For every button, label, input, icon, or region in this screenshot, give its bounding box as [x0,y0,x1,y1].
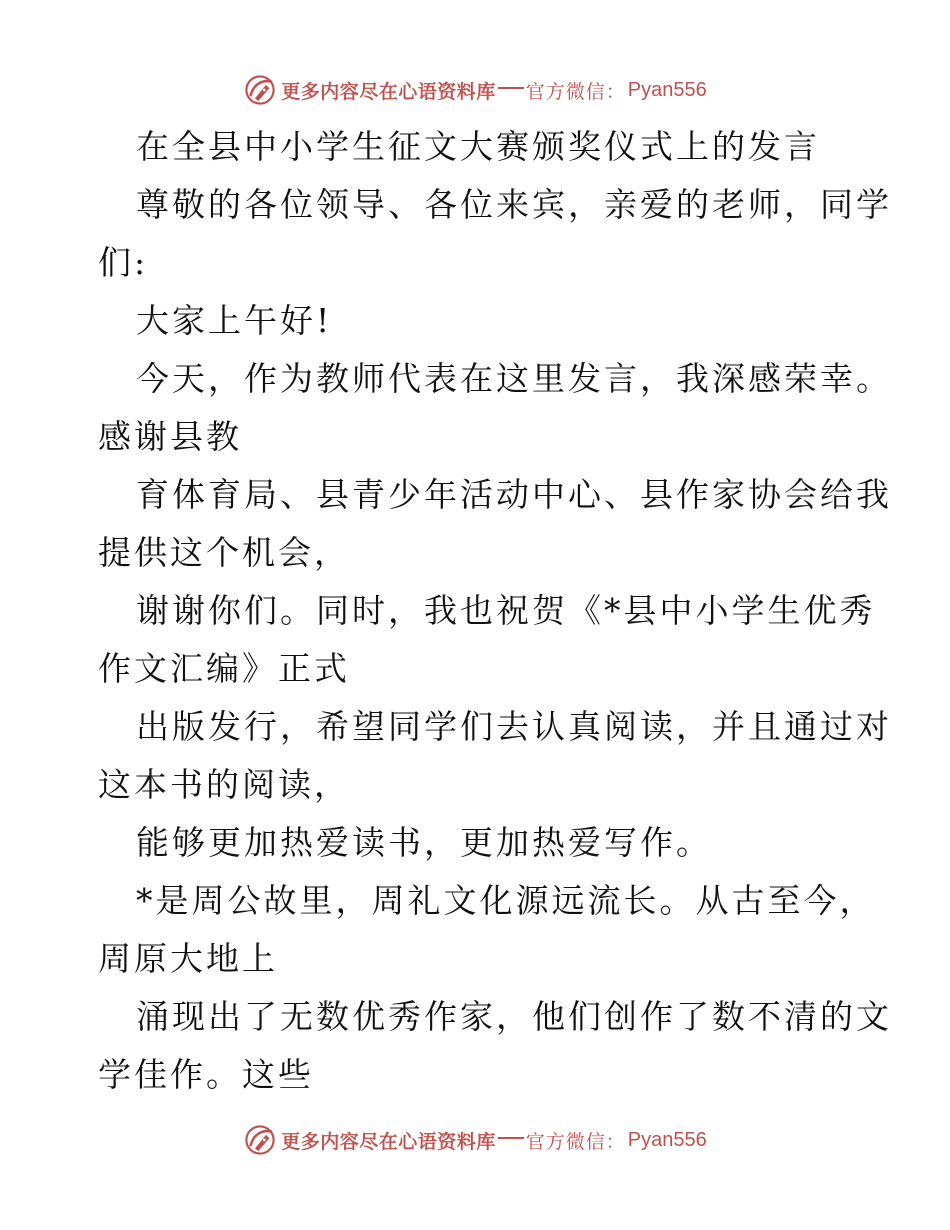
text-line: 在全县中小学生征文大赛颁奖仪式上的发言 [136,127,820,166]
text-line: 感谢县教 [98,417,242,456]
text-line: 学佳作。这些 [98,1055,314,1094]
text-line: 尊敬的各位领导、各位来宾，亲爱的老师，同学 [136,185,892,224]
text-line: *是周公故里，周礼文化源远流长。从古至今， [136,881,876,920]
banner-official-label: 官方微信： [525,1130,626,1153]
text-line: 提供这个机会， [98,533,350,572]
banner-dash [498,1137,524,1139]
text-line: 们: [98,243,149,282]
banner-wechat-id: Pyan556 [627,1128,707,1151]
text-line: 出版发行，希望同学们去认真阅读，并且通过对 [136,707,892,746]
text-line: 作文汇编》正式 [98,649,350,688]
text-line: 谢谢你们。同时，我也祝贺《*县中小学生优秀 [136,591,876,630]
pen-nib-logo-icon [243,1123,277,1157]
text-line: 这本书的阅读， [98,765,350,804]
banner-text: 更多内容尽在心语资料库 [281,80,496,103]
text-line: 育体育局、县青少年活动中心、县作家协会给我 [136,475,892,514]
document-body [98,118,892,1104]
banner-text: 更多内容尽在心语资料库 [281,1130,496,1153]
header-banner [0,70,950,110]
banner-wechat-id: Pyan556 [627,78,707,101]
pen-nib-logo-icon [243,73,277,107]
text-line: 涌现出了无数优秀作家，他们创作了数不清的文 [136,997,892,1036]
banner-dash [498,87,524,89]
text-line: 能够更加热爱读书，更加热爱写作。 [136,823,712,862]
text-line: 周原大地上 [98,939,278,978]
footer-banner [0,1120,950,1160]
text-line: 大家上午好! [136,301,333,340]
text-line: 今天，作为教师代表在这里发言，我深感荣幸。 [136,359,892,398]
banner-official-label: 官方微信： [525,80,626,103]
